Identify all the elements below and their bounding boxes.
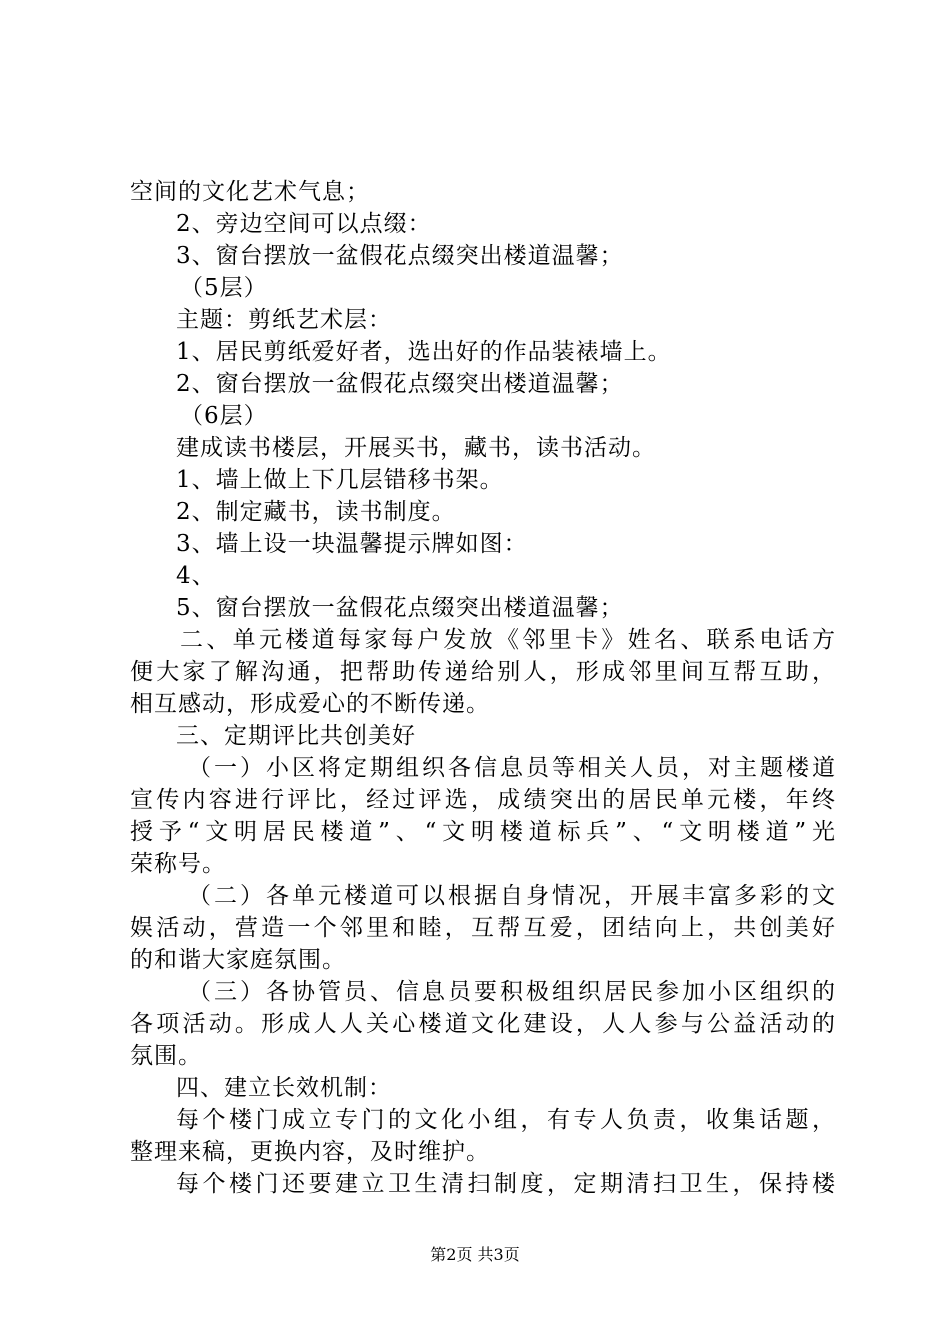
text-line: 氛围。: [130, 1043, 202, 1069]
text-line: 2、制定藏书，读书制度。: [176, 499, 456, 525]
text-line: 空间的文化艺术气息；: [130, 179, 370, 205]
section-heading: 三、定期评比共创美好: [176, 723, 416, 749]
text-line: （6层）: [180, 403, 268, 429]
text-line: （一）小区将定期组织各信息员等相关人员，对主题楼道: [188, 755, 835, 781]
text-line: 1、墙上做上下几层错移书架。: [176, 467, 504, 493]
text-line: 2、旁边空间可以点缀：: [176, 211, 432, 237]
text-line: （二）各单元楼道可以根据自身情况，开展丰富多彩的文: [188, 883, 835, 909]
text-line: 各项活动。形成人人关心楼道文化建设，人人参与公益活动的: [130, 1011, 835, 1037]
text-line: 便大家了解沟通，把帮助传递给别人，形成邻里间互帮互助，: [130, 659, 835, 685]
page-number: 第2页 共3页: [430, 1245, 520, 1264]
text-line: 娱活动，营造一个邻里和睦，互帮互爱，团结向上，共创美好: [130, 915, 835, 941]
text-line: （三）各协管员、信息员要积极组织居民参加小区组织的: [188, 979, 835, 1005]
text-line: 每个楼门成立专门的文化小组，有专人负责，收集话题，: [176, 1107, 835, 1133]
document-body: [130, 176, 835, 1200]
text-line: 3、窗台摆放一盆假花点缀突出楼道温馨；: [176, 243, 624, 269]
text-line: 5、窗台摆放一盆假花点缀突出楼道温馨；: [176, 595, 624, 621]
text-line: 3、墙上设一块温馨提示牌如图：: [176, 531, 528, 557]
text-line: 每个楼门还要建立卫生清扫制度，定期清扫卫生，保持楼: [176, 1171, 835, 1197]
text-line: 的和谐大家庭氛围。: [130, 947, 346, 973]
text-line: 相互感动，形成爱心的不断传递。: [130, 691, 490, 717]
text-line: 二、单元楼道每家每户发放《邻里卡》姓名、联系电话方: [180, 627, 835, 653]
text-line: 授予“文明居民楼道”、“文明楼道标兵”、“文明楼道”光: [130, 819, 835, 845]
text-line: 宣传内容进行评比，经过评选，成绩突出的居民单元楼，年终: [130, 787, 835, 813]
text-line: 1、居民剪纸爱好者，选出好的作品装裱墙上。: [176, 339, 672, 365]
text-line: 建成读书楼层，开展买书，藏书，读书活动。: [176, 435, 656, 461]
section-heading: 四、建立长效机制：: [176, 1075, 392, 1101]
page-footer: [0, 1243, 950, 1267]
text-line: 4、: [176, 563, 216, 589]
text-line: 2、窗台摆放一盆假花点缀突出楼道温馨；: [176, 371, 624, 397]
text-line: 整理来稿，更换内容，及时维护。: [130, 1139, 490, 1165]
text-line: 荣称号。: [130, 851, 226, 877]
text-line: （5层）: [180, 275, 268, 301]
text-line: 主题：剪纸艺术层：: [176, 307, 392, 333]
